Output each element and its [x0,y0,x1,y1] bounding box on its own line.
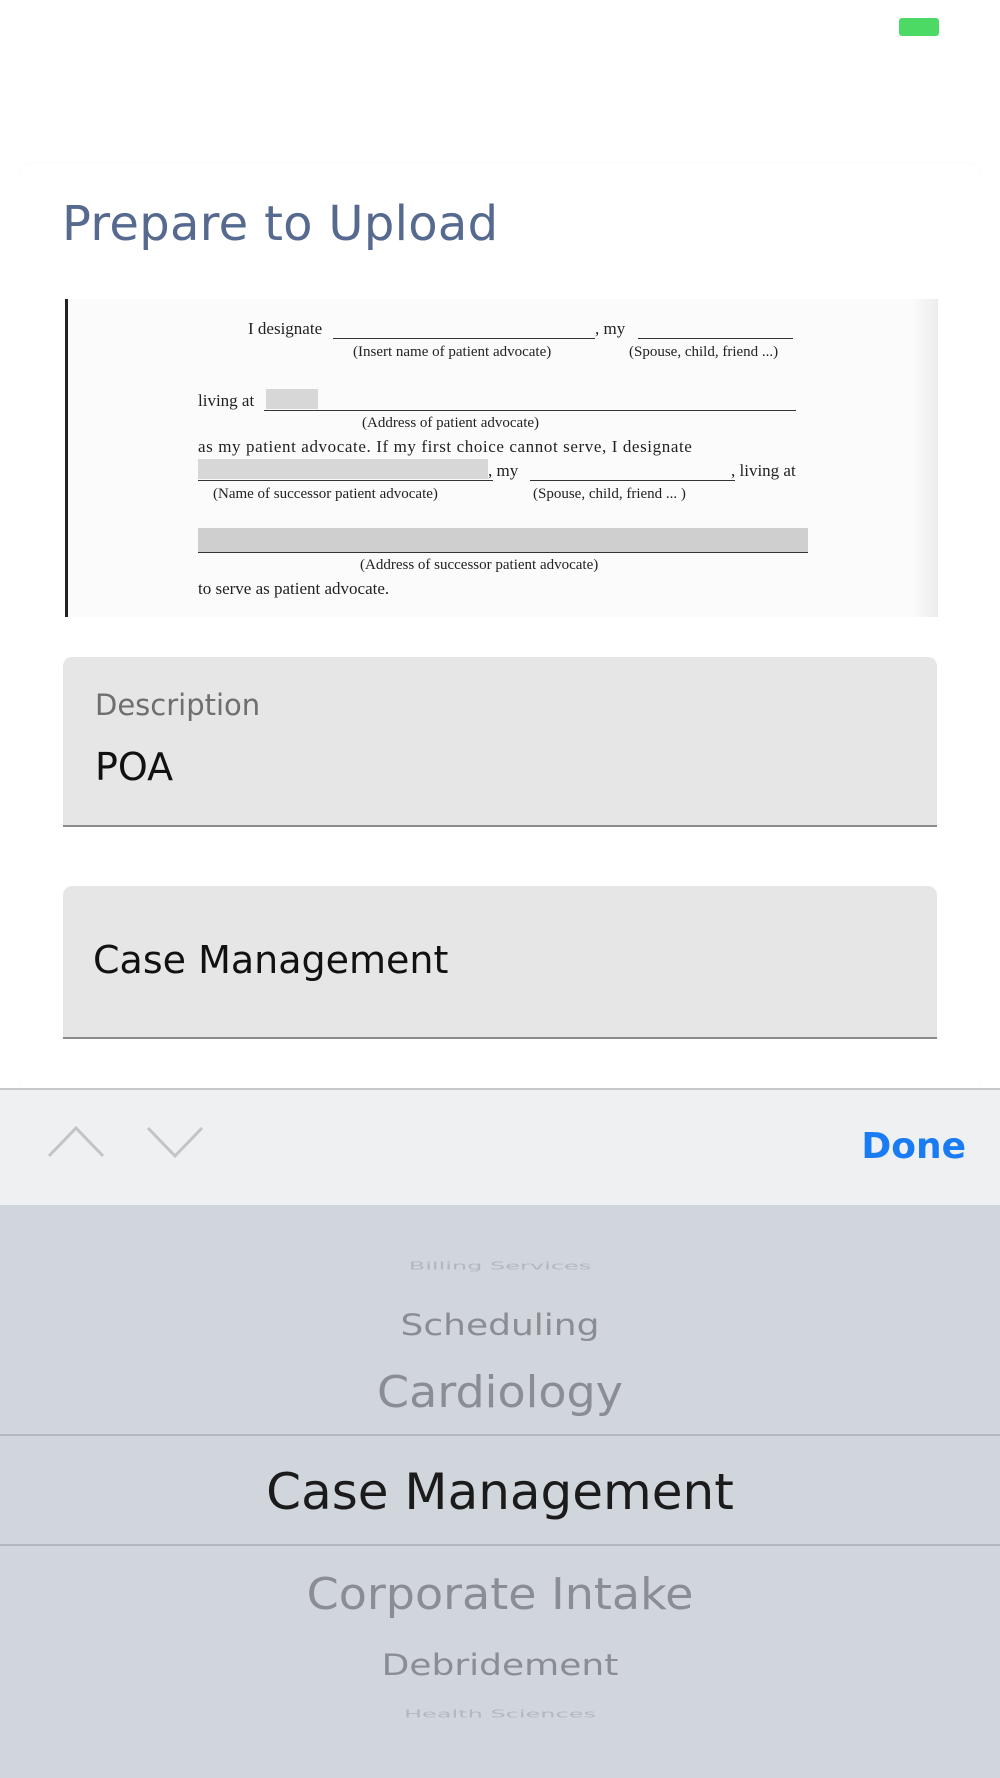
doc-line-my: , my [595,319,626,338]
keyboard-toolbar [0,1088,1000,1205]
doc-line-living-at-2: , living at [731,461,796,480]
doc-caption-relation: (Spouse, child, friend ...) [629,344,779,360]
done-button[interactable]: Done [861,1126,966,1167]
category-field[interactable] [63,886,937,1039]
chevron-down-icon[interactable] [145,1122,205,1166]
doc-line-successor: as my patient advocate. If my first choice cannot serve, I designate [198,437,693,456]
picker-option[interactable]: Corporate Intake [306,1568,694,1620]
doc-caption-advocate-name: (Insert name of patient advocate) [353,344,552,360]
doc-line-my-2: , my [488,461,519,480]
description-value[interactable]: POA [95,745,174,789]
category-picker[interactable] [0,1205,1000,1778]
doc-line-designate: I designate [248,319,323,338]
battery-icon [899,18,939,36]
picker-option[interactable]: Health Sciences [404,1707,596,1721]
chevron-up-icon[interactable] [46,1122,106,1166]
doc-caption-successor-name: (Name of successor patient advocate) [213,486,438,502]
picker-option[interactable]: Cardiology [377,1366,623,1418]
picker-option[interactable]: Scheduling [400,1308,600,1343]
doc-line-living-at: living at [198,391,255,410]
description-field[interactable] [63,657,937,827]
doc-caption-successor-address: (Address of successor patient advocate) [360,557,599,573]
document-preview[interactable] [65,299,938,617]
doc-line-serve: to serve as patient advocate. [198,579,390,598]
picker-option[interactable]: Billing Services [408,1259,592,1273]
description-label: Description [95,688,261,722]
category-value[interactable]: Case Management [93,938,449,982]
picker-option-selected[interactable]: Case Management [266,1463,734,1521]
doc-caption-address: (Address of patient advocate) [362,415,540,431]
doc-caption-relation-2: (Spouse, child, friend ... ) [533,486,686,502]
page-title: Prepare to Upload [62,196,499,252]
picker-option[interactable]: Debridement [381,1648,619,1683]
